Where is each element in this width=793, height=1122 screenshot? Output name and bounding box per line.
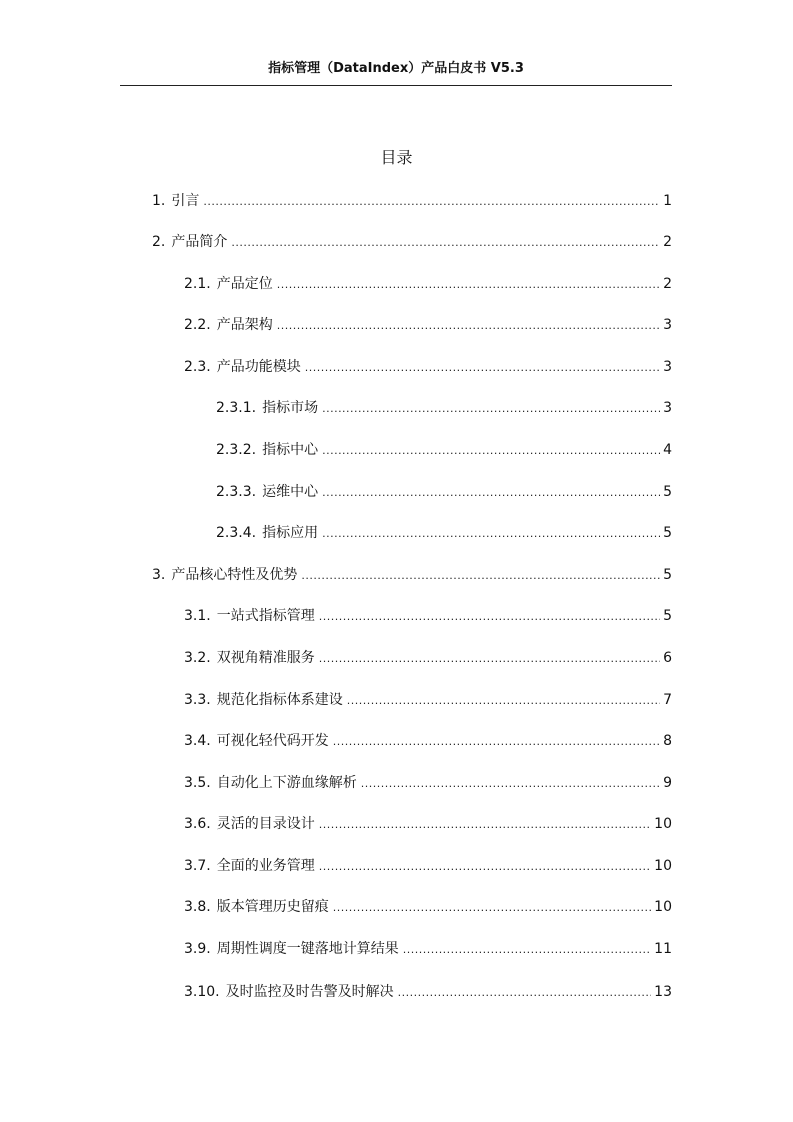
dot-leader xyxy=(333,732,660,752)
toc-entry-number: 3.8. xyxy=(184,899,211,915)
toc-entry-title: 产品功能模块 xyxy=(216,359,301,375)
toc-entry-number: 3.2. xyxy=(184,650,211,666)
toc-entry-page: 3 xyxy=(663,317,672,333)
toc-entry-3-5[interactable] xyxy=(184,773,672,793)
toc-entry-title: 周期性调度一键落地计算结果 xyxy=(216,941,399,957)
dot-leader xyxy=(403,940,651,960)
toc-entry-title: 指标应用 xyxy=(262,525,319,541)
toc-entry-number: 2. xyxy=(152,234,166,250)
toc-entry-number: 2.3.1. xyxy=(216,400,257,416)
toc-entry-3-1[interactable] xyxy=(184,606,672,626)
toc-entry-title: 产品架构 xyxy=(216,317,273,333)
toc-entry-title: 版本管理历史留痕 xyxy=(216,899,329,915)
dot-leader xyxy=(319,649,660,669)
dot-leader xyxy=(203,192,660,212)
toc-entry-title: 一站式指标管理 xyxy=(216,608,315,624)
dot-leader xyxy=(319,607,660,627)
toc-entry-title: 自动化上下游血缘解析 xyxy=(216,775,357,791)
toc-entry-3-8[interactable] xyxy=(184,897,672,917)
document-title: 指标管理（DataIndex）产品白皮书 V5.3 xyxy=(268,61,524,76)
toc-entry-number: 3.1. xyxy=(184,608,211,624)
toc-entry-page: 9 xyxy=(663,775,672,791)
toc-entry-page: 2 xyxy=(663,234,672,250)
toc-entry-page: 5 xyxy=(663,608,672,624)
toc-heading: 目录 xyxy=(380,148,413,167)
toc-entry-number: 2.3. xyxy=(184,359,211,375)
toc-entry-page: 1 xyxy=(663,193,672,209)
toc-entry-1[interactable] xyxy=(152,191,672,211)
toc-entry-title: 指标市场 xyxy=(262,400,319,416)
toc-entry-3-10[interactable] xyxy=(184,982,672,1002)
toc-entry-page: 6 xyxy=(663,650,672,666)
toc-entry-3[interactable] xyxy=(152,565,672,585)
dot-leader xyxy=(231,233,660,253)
dot-leader xyxy=(301,566,660,586)
dot-leader xyxy=(347,691,660,711)
toc-entry-number: 3.7. xyxy=(184,858,211,874)
dot-leader xyxy=(277,316,660,336)
toc-entry-2-3-3[interactable] xyxy=(216,482,672,502)
toc-entry-number: 3.10. xyxy=(184,984,220,1000)
toc-entry-title: 运维中心 xyxy=(262,484,319,500)
dot-leader xyxy=(398,983,652,1003)
dot-leader xyxy=(319,857,651,877)
dot-leader xyxy=(333,898,651,918)
toc-entry-number: 3. xyxy=(152,567,166,583)
toc-entry-title: 全面的业务管理 xyxy=(216,858,315,874)
toc-entry-number: 2.1. xyxy=(184,276,211,292)
toc-entry-page: 13 xyxy=(654,984,672,1000)
toc-entry-2-2[interactable] xyxy=(184,315,672,335)
toc-entry-3-2[interactable] xyxy=(184,648,672,668)
toc-entry-2-1[interactable] xyxy=(184,274,672,294)
toc-entry-number: 3.4. xyxy=(184,733,211,749)
dot-leader xyxy=(319,815,651,835)
toc-entry-page: 3 xyxy=(663,359,672,375)
toc-entry-number: 3.3. xyxy=(184,692,211,708)
toc-entry-page: 10 xyxy=(654,816,672,832)
toc-entry-title: 产品定位 xyxy=(216,276,273,292)
toc-entry-page: 10 xyxy=(654,899,672,915)
toc-entry-3-3[interactable] xyxy=(184,690,672,710)
dot-leader xyxy=(361,774,660,794)
toc-entry-number: 1. xyxy=(152,193,166,209)
toc-entry-3-4[interactable] xyxy=(184,731,672,751)
toc-entry-number: 3.5. xyxy=(184,775,211,791)
toc-entry-page: 8 xyxy=(663,733,672,749)
toc-entry-number: 2.2. xyxy=(184,317,211,333)
toc-entry-3-7[interactable] xyxy=(184,856,672,876)
toc-entry-page: 7 xyxy=(663,692,672,708)
dot-leader xyxy=(277,275,660,295)
dot-leader xyxy=(322,399,660,419)
toc-entry-number: 2.3.3. xyxy=(216,484,257,500)
toc-entry-3-6[interactable] xyxy=(184,814,672,834)
toc-entry-page: 2 xyxy=(663,276,672,292)
toc-entry-page: 3 xyxy=(663,400,672,416)
toc-entry-title: 产品简介 xyxy=(171,234,228,250)
toc-entry-title: 引言 xyxy=(171,193,200,209)
toc-entry-page: 5 xyxy=(663,525,672,541)
toc-entry-2-3-1[interactable] xyxy=(216,398,672,418)
toc-entry-title: 双视角精准服务 xyxy=(216,650,315,666)
toc-entry-number: 2.3.4. xyxy=(216,525,257,541)
dot-leader xyxy=(322,483,660,503)
toc-entry-number: 3.6. xyxy=(184,816,211,832)
toc-entry-2[interactable] xyxy=(152,232,672,252)
toc-entry-page: 4 xyxy=(663,442,672,458)
toc-entry-title: 及时监控及时告警及时解决 xyxy=(225,984,394,1000)
toc-entry-2-3[interactable] xyxy=(184,357,672,377)
toc-entry-3-9[interactable] xyxy=(184,939,672,959)
toc-entry-page: 5 xyxy=(663,567,672,583)
toc-entry-title: 指标中心 xyxy=(262,442,319,458)
toc-entry-title: 灵活的目录设计 xyxy=(216,816,315,832)
toc-entry-page: 10 xyxy=(654,858,672,874)
toc-entry-number: 2.3.2. xyxy=(216,442,257,458)
toc-entry-2-3-2[interactable] xyxy=(216,440,672,460)
dot-leader xyxy=(305,358,660,378)
toc-entry-page: 11 xyxy=(654,941,672,957)
dot-leader xyxy=(322,441,660,461)
toc-entry-number: 3.9. xyxy=(184,941,211,957)
toc-entry-title: 规范化指标体系建设 xyxy=(216,692,343,708)
toc-entry-title: 可视化轻代码开发 xyxy=(216,733,329,749)
toc-entry-2-3-4[interactable] xyxy=(216,523,672,543)
toc-entry-title: 产品核心特性及优势 xyxy=(171,567,298,583)
toc-entry-page: 5 xyxy=(663,484,672,500)
dot-leader xyxy=(322,524,660,544)
